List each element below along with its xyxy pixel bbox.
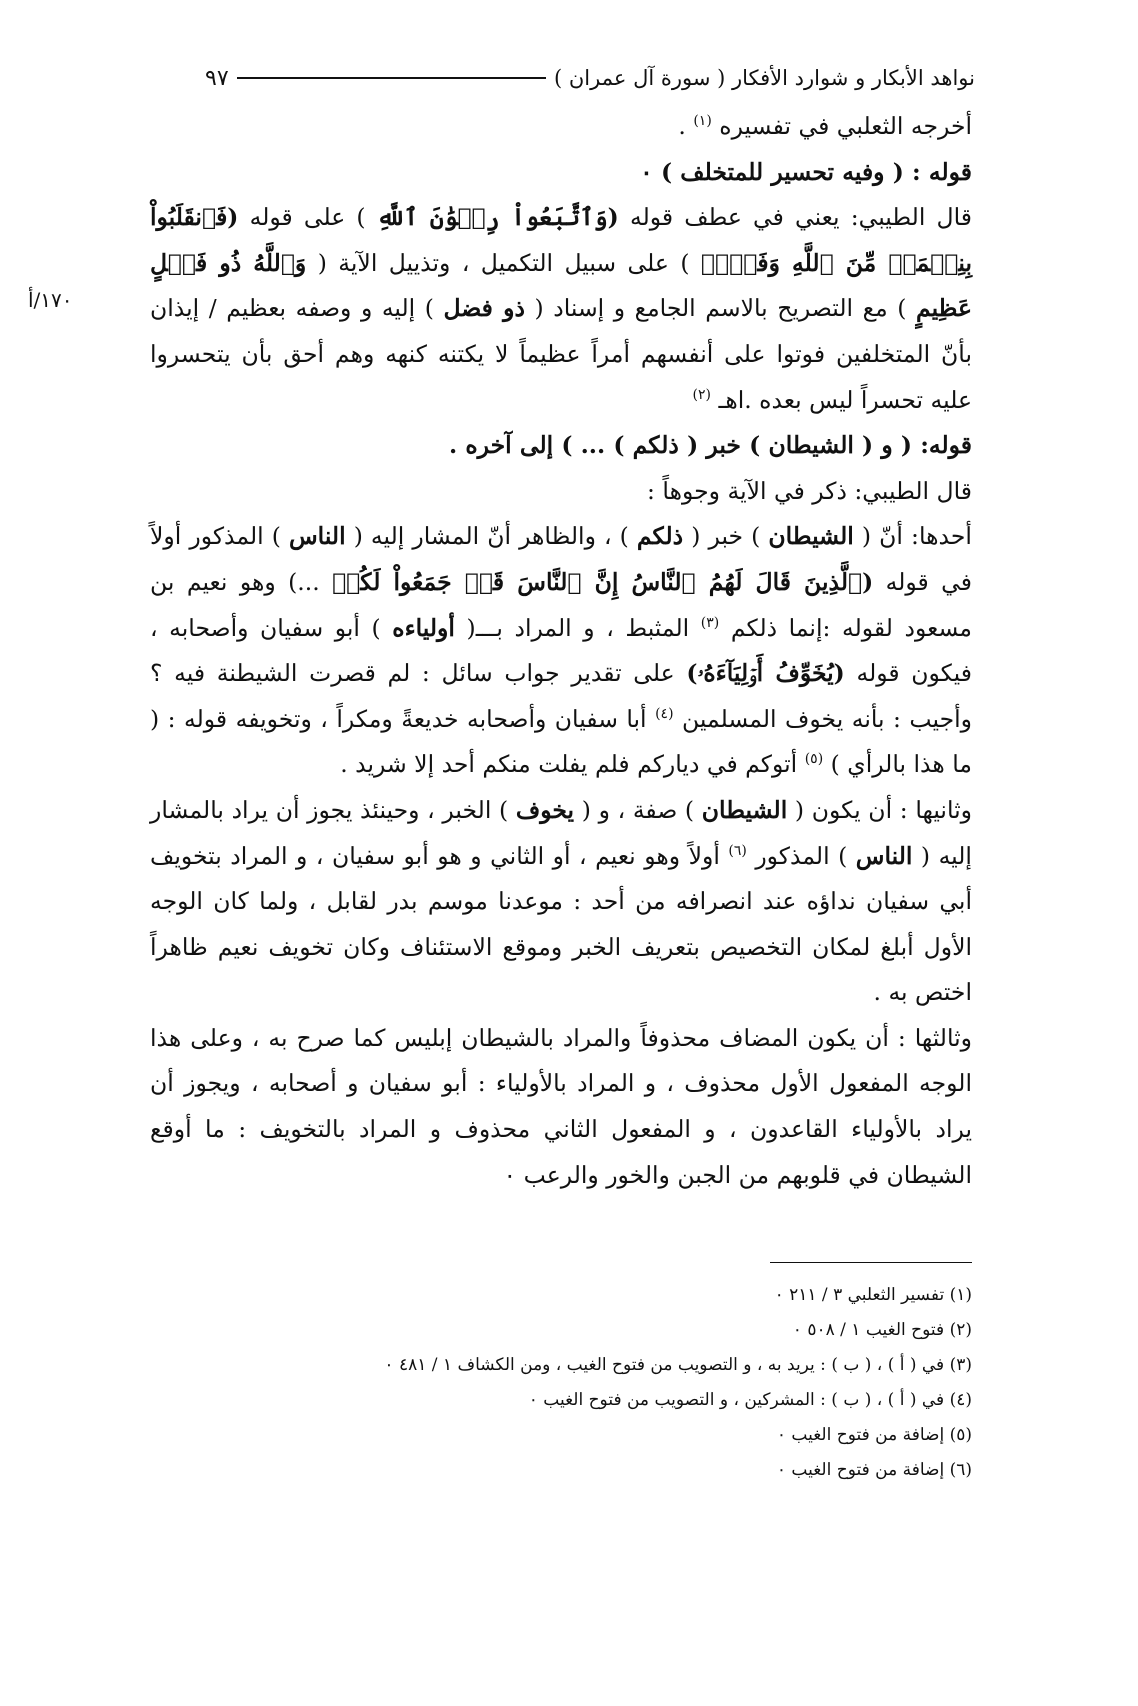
footnote-separator	[770, 1262, 972, 1263]
paragraph-5: وثانيها : أن يكون ( الشيطان ) صفة ، و ( يخوف ) الخبر ، وحينئذ يجوز أن يراد بالمشار إليه ( الناس ) المذكور $^{(٦)}$ أولاً وهو نعيم ، أو الثاني و هو أبو سفيان ، و المراد بتخويف أبي سفيان نداؤه عند انصرافه من أحد : موعدنا موسم بدر لقابل ، ولما كان الوجه الأول أبلغ لمكان التخصيص بتعريف الخبر وموقع الاستئناف وكان تخويف نعيم ظاهراً اختص به .	[150, 795, 973, 1007]
footnote-3: (٣) في ( أ ) ، ( ب ) : يريد به ، و التصويب من فتوح الغيب ، ومن الكشاف ١ / ٤٨١ ٠	[384, 1355, 972, 1375]
running-title: نواهد الأبكار و شوارد الأفكار ( سورة آل عمران )	[554, 66, 975, 90]
footnote-ref-1: (١)	[693, 113, 712, 130]
footnote-ref-6: (٦)	[728, 842, 747, 859]
paragraph-3: قال الطيبي: ذكر في الآية وجوهاً :	[647, 476, 972, 505]
bold-term: الناس	[288, 522, 346, 551]
footnote-1: (١) تفسير الثعلبي ٣ / ٢١١ ٠	[774, 1285, 972, 1305]
bold-term: أولياءه	[392, 613, 455, 642]
footnotes	[150, 1278, 972, 1488]
bold-term: يخوف	[515, 795, 575, 824]
footnote-5: (٥) إضافة من فتوح الغيب ٠	[776, 1425, 972, 1445]
quran-quote: (وَٱتَّبَعُواْ رِضۡوَٰنَ ٱللَّهِ	[376, 203, 619, 232]
paragraph-6: وثالثها : أن يكون المضاف محذوفاً والمراد بالشيطان إبليس كما صرح به ، وعلى هذا الوجه المفعول الأول محذوف ، و المراد بالأولياء : أبو سفيان و أصحابه ، ويجوز أن يراد بالأولياء القاعدون ، و المفعول الثاني محذوف و المراد بالتخويف : ما أوقع الشيطان في قلوبهم من الجبن والخور والرعب ٠	[150, 1023, 972, 1189]
footnote-4: (٤) في ( أ ) ، ( ب ) : المشركين ، و التصويب من فتوح الغيب ٠	[528, 1390, 972, 1410]
quran-quote: (يُخَوِّفُ أَوۡلِيَآءَهُۥ)	[686, 659, 845, 688]
quran-quote: وَٱللَّهُ ذُو فَضۡلٍ عَظِيمٍ	[150, 248, 972, 323]
quran-quote: (ٱلَّذِينَ قَالَ لَهُمُ ٱلنَّاسُ إِنَّ ٱلنَّاسَ قَدۡ جَمَعُواْ لَكُمۡ	[332, 567, 874, 596]
bold-term: الشيطان	[768, 522, 854, 551]
paragraph-2: قال الطيبي: يعني في عطف قوله (وَٱتَّبَعُواْ رِضۡوَٰنَ ٱللَّهِ ) على قوله (فَٱنقَلَبُواْ بِنِعۡمَةٖ مِّنَ ٱللَّهِ وَفَضۡلٖ ) على سبيل التكميل ، وتذييل الآية ( وَٱللَّهُ ذُو فَضۡلٍ عَظِيمٍ ) مع التصريح بالاسم الجامع و إسناد ( ذو فضل ) إليه و وصفه بعظيم / إيذان بأنّ المتخلفين فوتوا على أنفسهم أمراً عظيماً لا يكتنه كنهه وهم أحق بأن يتحسروا عليه تحسراً ليس بعده .اهـ $^{(٢)}$	[150, 203, 973, 414]
bold-term: الشيطان	[701, 795, 788, 824]
main-text	[150, 104, 972, 1198]
footnote-6: (٦) إضافة من فتوح الغيب ٠	[776, 1460, 972, 1480]
footnote-ref-4: (٤)	[655, 705, 674, 722]
bold-term: ذلكم	[636, 522, 684, 551]
running-header	[205, 58, 975, 98]
header-rule	[237, 77, 546, 79]
bold-term: ذو فضل	[443, 294, 525, 323]
footnote-ref-5: (٥)	[804, 751, 824, 768]
heading-2: قوله: ( و ( الشيطان ) خبر ( ذلكم ) ... ) إلى آخره .	[448, 431, 972, 460]
manuscript-folio-note: ١٧٠/أ	[28, 288, 73, 312]
heading-1: قوله : ( وفيه تحسير للمتخلف ) ٠	[640, 157, 972, 186]
paragraph-4: أحدها: أنّ ( الشيطان ) خبر ( ذلكم ) ، والظاهر أنّ المشار إليه ( الناس ) المذكور أولاً في قوله (ٱلَّذِينَ قَالَ لَهُمُ ٱلنَّاسُ إِنَّ ٱلنَّاسَ قَدۡ جَمَعُواْ لَكُمۡ ...) وهو نعيم بن مسعود لقوله :إنما ذلكم $^{(٣)}$ المثبط ، و المراد بـــ( أولياءه ) أبو سفيان وأصحابه ، فيكون قوله (يُخَوِّفُ أَوۡلِيَآءَهُۥ) على تقدير جواب سائل : لم قصرت الشيطنة فيه ؟ وأجيب : بأنه يخوف المسلمين $^{(٤)}$ أبا سفيان وأصحابه خديعةً ومكراً ، وتخويفه قوله : ( ما هذا بالرأي ) $^{(٥)}$ أتوكم في دياركم فلم يفلت منكم أحد إلا شريد .	[150, 522, 972, 779]
footnote-ref-3: (٣)	[700, 614, 720, 631]
page-number: ٩٧	[205, 65, 229, 91]
bold-term: الناس	[855, 841, 913, 870]
quran-quote: (فَٱنقَلَبُواْ بِنِعۡمَةٖ مِّنَ ٱللَّهِ وَفَضۡلٖ	[150, 203, 973, 277]
footnote-ref-2: (٢)	[692, 386, 711, 403]
footnote-2: (٢) فتوح الغيب ١ / ٥٠٨ ٠	[792, 1320, 972, 1340]
paragraph-1: أخرجه الثعلبي في تفسيره $^{(١)}$ .	[678, 112, 972, 140]
